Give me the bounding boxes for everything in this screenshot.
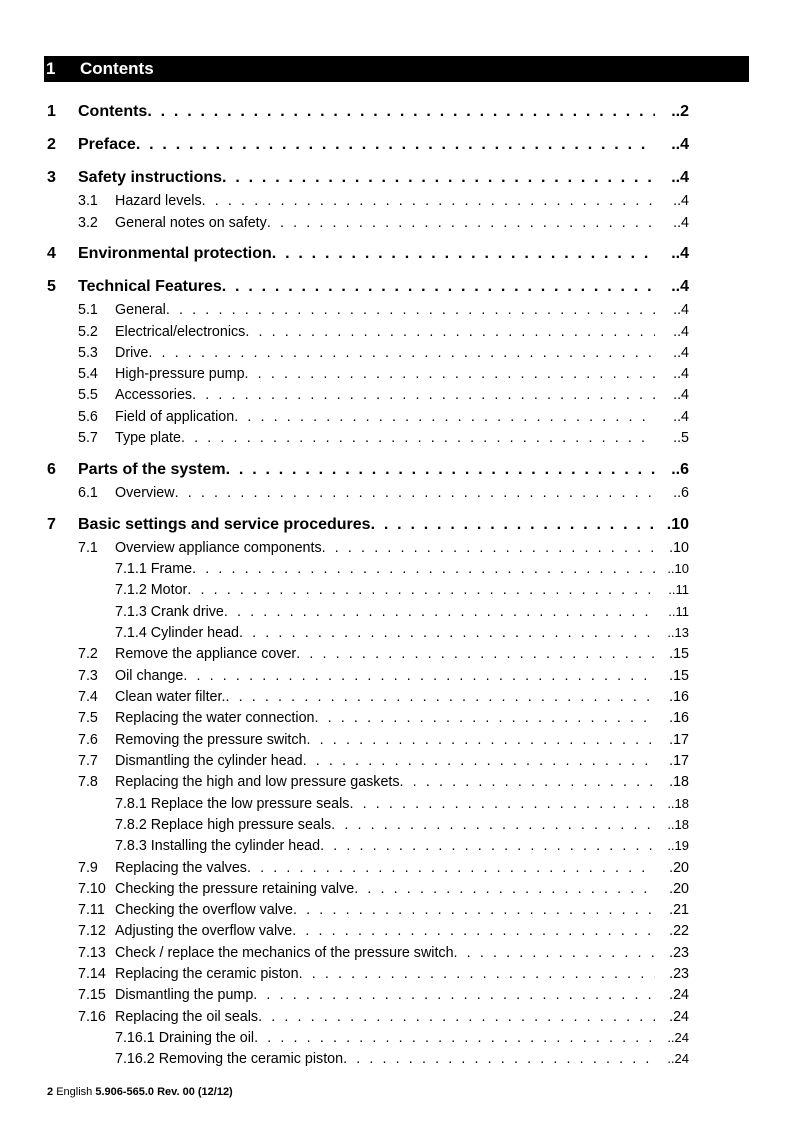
toc-entry-page: .15 xyxy=(669,646,689,662)
toc-entry-number: 7.2 xyxy=(78,646,98,662)
toc-entry-title: Replacing the high and low pressure gaskets xyxy=(115,774,400,790)
toc-entry[interactable] xyxy=(47,461,689,479)
toc-entry-page: ..24 xyxy=(667,1051,689,1066)
toc-entry-number: 7.16 xyxy=(78,1009,106,1025)
toc-entry-number: 7.12 xyxy=(78,923,106,939)
toc-entry-page: ..11 xyxy=(668,604,689,619)
toc-entry-page: ..4 xyxy=(673,387,689,403)
toc-entry[interactable] xyxy=(115,561,689,577)
toc-entry[interactable] xyxy=(78,646,689,662)
toc-entry-title: Drive xyxy=(115,345,149,361)
toc-entry-number: 7.9 xyxy=(78,860,98,876)
toc-entry-number: 6 xyxy=(47,461,56,478)
toc-entry-page: ..18 xyxy=(667,817,689,832)
toc-entry[interactable] xyxy=(115,625,689,641)
toc-dot-leader xyxy=(254,1030,655,1046)
toc-entry-number: 2 xyxy=(47,136,56,153)
toc-entry[interactable] xyxy=(78,366,689,382)
toc-entry-page: .17 xyxy=(669,753,689,769)
toc-entry-page: ..4 xyxy=(671,278,689,295)
toc-entry-number: 7.6 xyxy=(78,732,98,748)
toc-entry-page: ..5 xyxy=(673,430,689,446)
toc-entry-title: Adjusting the overflow valve xyxy=(115,923,293,939)
toc-dot-leader xyxy=(354,881,655,897)
toc-entry-title: Overview appliance components xyxy=(115,540,322,556)
toc-entry-page: .20 xyxy=(669,860,689,876)
toc-entry-page: ..4 xyxy=(673,215,689,231)
toc-entry[interactable] xyxy=(78,409,689,425)
toc-entry[interactable] xyxy=(78,732,689,748)
toc-entry-page: ..11 xyxy=(668,582,689,597)
toc-entry[interactable] xyxy=(78,193,689,209)
toc-entry[interactable] xyxy=(47,245,689,263)
toc-entry-number: 7.5 xyxy=(78,710,98,726)
toc-entry-page: ..4 xyxy=(673,193,689,209)
toc-entry[interactable] xyxy=(78,860,689,876)
toc-entry-title: Parts of the system xyxy=(78,461,226,478)
toc-entry-page: ..10 xyxy=(667,561,689,576)
toc-dot-leader xyxy=(222,169,655,187)
toc-entry-title: 7.16.1 Draining the oil xyxy=(115,1030,255,1046)
toc-entry[interactable] xyxy=(78,945,689,961)
toc-entry-page: ..6 xyxy=(671,461,689,478)
toc-entry[interactable] xyxy=(78,1009,689,1025)
toc-entry-number: 7.11 xyxy=(78,902,105,918)
toc-entry-title: Replacing the water connection xyxy=(115,710,315,726)
toc-entry[interactable] xyxy=(78,345,689,361)
toc-dot-leader xyxy=(315,710,656,726)
toc-dot-leader xyxy=(400,774,655,790)
toc-entry[interactable] xyxy=(78,923,689,939)
toc-entry[interactable] xyxy=(47,136,689,154)
toc-entry-number: 5 xyxy=(47,278,56,295)
toc-entry-title: Contents xyxy=(78,103,148,120)
toc-entry[interactable] xyxy=(78,430,689,446)
toc-entry[interactable] xyxy=(115,582,689,598)
toc-dot-leader xyxy=(292,923,655,939)
toc-entry-title: Checking the overflow valve xyxy=(115,902,294,918)
toc-dot-leader xyxy=(371,516,655,534)
toc-entry-page: .16 xyxy=(669,710,689,726)
toc-entry-title: Overview xyxy=(115,485,175,501)
toc-dot-leader xyxy=(202,193,655,209)
toc-dot-leader xyxy=(183,668,655,684)
toc-entry-number: 7.15 xyxy=(78,987,106,1003)
toc-entry-title: Basic settings and service procedures xyxy=(78,516,371,533)
toc-entry-title: Checking the pressure retaining valve xyxy=(115,881,355,897)
toc-entry-title: Safety instructions xyxy=(78,169,223,186)
toc-entry-title: Preface xyxy=(78,136,136,153)
toc-entry-number: 5.5 xyxy=(78,387,98,403)
toc-entry[interactable] xyxy=(78,485,689,501)
toc-entry-page: ..18 xyxy=(667,796,689,811)
toc-entry-number: 5.4 xyxy=(78,366,98,382)
toc-dot-leader xyxy=(239,625,655,641)
toc-entry[interactable] xyxy=(115,796,689,812)
toc-dot-leader xyxy=(247,860,655,876)
footer-doc-ref: 5.906-565.0 Rev. 00 (12/12) xyxy=(95,1086,233,1098)
toc-entry-title: 7.8.3 Installing the cylinder head xyxy=(115,838,321,854)
toc-entry[interactable] xyxy=(78,302,689,318)
toc-entry[interactable] xyxy=(47,103,689,121)
toc-entry-page: ..24 xyxy=(667,1030,689,1045)
toc-entry[interactable] xyxy=(78,215,689,231)
toc-entry-page: ..13 xyxy=(667,625,689,640)
toc-entry[interactable] xyxy=(115,1051,689,1067)
toc-dot-leader xyxy=(299,966,655,982)
toc-entry-page: ..19 xyxy=(667,838,689,853)
toc-entry-page: .10 xyxy=(669,540,689,556)
toc-dot-leader xyxy=(222,278,655,296)
toc-entry-number: 7.10 xyxy=(78,881,106,897)
toc-dot-leader xyxy=(293,902,655,918)
toc-dot-leader xyxy=(192,387,655,403)
toc-entry-page: ..4 xyxy=(671,136,689,153)
toc-entry-number: 7.8 xyxy=(78,774,98,790)
toc-entry-title: Accessories xyxy=(115,387,193,403)
toc-entry-title: Hazard levels xyxy=(115,193,202,209)
toc-entry-title: Field of application xyxy=(115,409,235,425)
toc-entry-title: Remove the appliance cover xyxy=(115,646,297,662)
toc-entry[interactable] xyxy=(78,987,689,1003)
toc-entry-title: Environmental protection xyxy=(78,245,272,262)
toc-dot-leader xyxy=(181,430,655,446)
toc-entry-page: .24 xyxy=(669,987,689,1003)
toc-dot-leader xyxy=(258,1009,655,1025)
toc-dot-leader xyxy=(303,753,655,769)
section-title: Contents xyxy=(80,59,154,78)
toc-entry-number: 7.4 xyxy=(78,689,98,705)
toc-entry-number: 5.2 xyxy=(78,324,98,340)
toc-entry-number: 4 xyxy=(47,245,56,262)
toc-entry-page: ..4 xyxy=(673,366,689,382)
page-footer xyxy=(47,1086,233,1098)
toc-entry-page: .22 xyxy=(669,923,689,939)
toc-entry-title: Type plate xyxy=(115,430,181,446)
toc-entry[interactable] xyxy=(47,278,689,296)
toc-entry-page: .15 xyxy=(669,668,689,684)
toc-entry[interactable] xyxy=(47,169,689,187)
toc-entry-title: 7.8.1 Replace the low pressure seals xyxy=(115,796,350,812)
toc-entry-title: Check / replace the mechanics of the pressure switch xyxy=(115,945,454,961)
toc-dot-leader xyxy=(224,604,655,620)
toc-entry-title: 7.16.2 Removing the ceramic piston xyxy=(115,1051,344,1067)
toc-dot-leader xyxy=(147,103,655,121)
toc-entry-title: 7.8.2 Replace high pressure seals xyxy=(115,817,332,833)
toc-dot-leader xyxy=(272,245,655,263)
toc-entry-page: .17 xyxy=(669,732,689,748)
toc-entry-title: Technical Features xyxy=(78,278,222,295)
toc-entry-title: Removing the pressure switch xyxy=(115,732,307,748)
toc-dot-leader xyxy=(307,732,655,748)
toc-dot-leader xyxy=(226,461,655,479)
toc-entry-page: .10 xyxy=(666,516,689,533)
toc-dot-leader xyxy=(192,561,655,577)
toc-entry-number: 5.6 xyxy=(78,409,98,425)
toc-dot-leader xyxy=(234,409,655,425)
toc-entry-number: 7.1 xyxy=(78,540,98,556)
toc-entry[interactable] xyxy=(78,902,689,918)
toc-entry[interactable] xyxy=(78,387,689,403)
toc-entry[interactable] xyxy=(78,689,689,705)
toc-entry-title: 7.1.3 Crank drive xyxy=(115,604,224,620)
toc-entry-title: Clean water filter. xyxy=(115,689,226,705)
toc-dot-leader xyxy=(187,582,655,598)
toc-entry[interactable] xyxy=(47,516,689,534)
toc-dot-leader xyxy=(225,689,655,705)
toc-entry[interactable] xyxy=(78,540,689,556)
toc-entry-number: 7.14 xyxy=(78,966,106,982)
section-header-bar xyxy=(44,56,749,82)
toc-entry-number: 7 xyxy=(47,516,56,533)
toc-entry-title: Dismantling the cylinder head xyxy=(115,753,303,769)
toc-dot-leader xyxy=(296,646,655,662)
toc-dot-leader xyxy=(320,838,655,854)
toc-dot-leader xyxy=(136,136,655,154)
toc-dot-leader xyxy=(175,485,655,501)
toc-entry-page: ..4 xyxy=(673,345,689,361)
toc-entry-title: Replacing the oil seals xyxy=(115,1009,259,1025)
toc-entry-number: 1 xyxy=(47,103,56,120)
toc-entry-title: 7.1.4 Cylinder head xyxy=(115,625,239,641)
toc-dot-leader xyxy=(148,345,655,361)
toc-entry-number: 7.13 xyxy=(78,945,106,961)
toc-entry-title: General notes on safety xyxy=(115,215,267,231)
toc-entry-page: .18 xyxy=(669,774,689,790)
toc-entry-title: 7.1.2 Motor xyxy=(115,582,188,598)
toc-entry-page: ..2 xyxy=(671,103,689,120)
toc-entry[interactable] xyxy=(115,838,689,854)
toc-entry-page: .23 xyxy=(669,966,689,982)
toc-entry-page: ..4 xyxy=(671,169,689,186)
footer-language: English xyxy=(56,1086,93,1098)
toc-entry-number: 3.1 xyxy=(78,193,98,209)
toc-dot-leader xyxy=(343,1051,655,1067)
toc-entry-page: ..6 xyxy=(673,485,689,501)
toc-entry[interactable] xyxy=(78,774,689,790)
toc-entry[interactable] xyxy=(78,710,689,726)
toc-entry-number: 3 xyxy=(47,169,56,186)
toc-dot-leader xyxy=(454,945,655,961)
toc-dot-leader xyxy=(331,817,655,833)
toc-entry-title: 7.1.1 Frame xyxy=(115,561,193,577)
toc-entry-title: Electrical/electronics xyxy=(115,324,246,340)
toc-dot-leader xyxy=(349,796,655,812)
toc-entry-number: 3.2 xyxy=(78,215,98,231)
toc-entry-title: Replacing the valves xyxy=(115,860,247,876)
toc-entry[interactable] xyxy=(78,881,689,897)
toc-entry[interactable] xyxy=(115,1030,689,1046)
toc-entry-number: 6.1 xyxy=(78,485,98,501)
toc-entry-title: Replacing the ceramic piston xyxy=(115,966,299,982)
toc-entry-number: 7.7 xyxy=(78,753,98,769)
toc-entry-page: .23 xyxy=(669,945,689,961)
toc-dot-leader xyxy=(166,302,655,318)
toc-entry[interactable] xyxy=(115,817,689,833)
toc-entry-page: ..4 xyxy=(673,324,689,340)
toc-entry-page: ..4 xyxy=(673,409,689,425)
section-number: 1 xyxy=(46,59,56,78)
toc-dot-leader xyxy=(267,215,655,231)
toc-dot-leader xyxy=(245,324,655,340)
toc-entry-title: High-pressure pump xyxy=(115,366,245,382)
toc-entry[interactable] xyxy=(78,668,689,684)
toc-entry[interactable] xyxy=(115,604,689,620)
toc-entry-number: 5.1 xyxy=(78,302,98,318)
toc-entry-page: ..4 xyxy=(671,245,689,262)
toc-entry-page: .16 xyxy=(669,689,689,705)
toc-entry[interactable] xyxy=(78,753,689,769)
toc-entry[interactable] xyxy=(78,324,689,340)
toc-entry-title: Dismantling the pump xyxy=(115,987,254,1003)
toc-entry-number: 5.3 xyxy=(78,345,98,361)
toc-dot-leader xyxy=(322,540,655,556)
footer-page-number: 2 xyxy=(47,1086,54,1098)
toc-entry-title: General xyxy=(115,302,166,318)
toc-dot-leader xyxy=(253,987,655,1003)
toc-entry[interactable] xyxy=(78,966,689,982)
toc-entry-page: ..4 xyxy=(673,302,689,318)
toc-entry-number: 5.7 xyxy=(78,430,98,446)
toc-dot-leader xyxy=(245,366,655,382)
toc-entry-page: .21 xyxy=(669,902,689,918)
toc-entry-page: .20 xyxy=(669,881,689,897)
toc-entry-number: 7.3 xyxy=(78,668,98,684)
toc-entry-page: .24 xyxy=(669,1009,689,1025)
toc-entry-title: Oil change xyxy=(115,668,184,684)
